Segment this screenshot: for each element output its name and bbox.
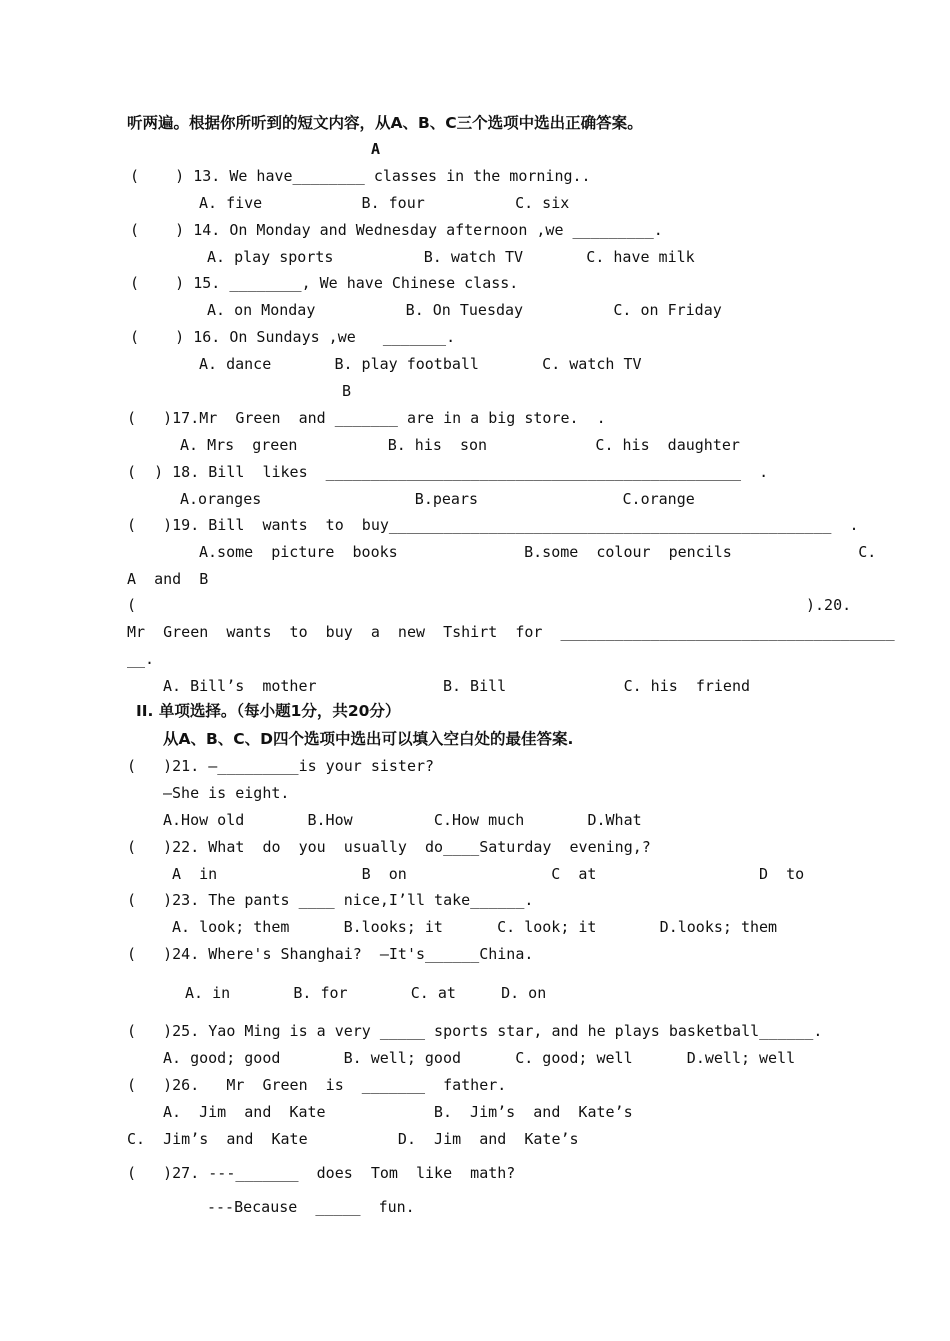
- question-16-options: A. dance B. play football C. watch TV: [199, 355, 642, 373]
- question-23-options: A. look; them B.looks; it C. look; it D.looks; them: [172, 918, 778, 936]
- question-24: ( )24. Where's Shanghai? —It's______China.: [127, 945, 534, 963]
- question-18: ( ) 18. Bill likes ______________________________________________ .: [127, 463, 769, 481]
- question-25-options: A. good; good B. well; good C. good; well D.well; well: [163, 1049, 796, 1067]
- question-15-options: A. on Monday B. On Tuesday C. on Friday: [207, 301, 722, 319]
- question-19-options-cont: A and B: [127, 570, 209, 588]
- question-15: ( ) 15. ________, We have Chinese class.: [130, 274, 519, 292]
- question-13-options: A. five B. four C. six: [199, 194, 570, 212]
- question-20-options: A. Bill’s mother B. Bill C. his friend: [163, 677, 750, 695]
- question-24-options: A. in B. for C. at D. on: [185, 984, 547, 1002]
- question-22-options: A in B on C at D to: [172, 865, 805, 883]
- question-21: ( )21. —_________is your sister?: [127, 757, 435, 775]
- question-26: ( )26. Mr Green is _______ father.: [127, 1076, 507, 1094]
- question-21-options: A.How old B.How C.How much D.What: [163, 811, 642, 829]
- question-20-paren: (: [127, 596, 137, 614]
- question-20-number: ).20.: [806, 596, 852, 614]
- question-17: ( )17.Mr Green and _______ are in a big store. .: [127, 409, 606, 427]
- section-2-title: II. 单项选择。（每小题1分，共20分）: [136, 702, 401, 720]
- question-22: ( )22. What do you usually do____Saturday evening,?: [127, 838, 651, 856]
- part-a-label: A: [371, 140, 381, 158]
- part-b-label: B: [342, 382, 352, 400]
- question-20-blank-cont: __.: [127, 650, 155, 668]
- question-13: ( ) 13. We have________ classes in the morning..: [130, 167, 591, 185]
- question-26-options: A. Jim and Kate B. Jim’s and Kate’s: [163, 1103, 633, 1121]
- question-17-options: A. Mrs green B. his son C. his daughter: [180, 436, 740, 454]
- question-18-options: A.oranges B.pears C.orange: [180, 490, 695, 508]
- question-19-options: A.some picture books B.some colour pencils C.: [199, 543, 877, 561]
- listening-instruction: 听两遍。根据你所听到的短文内容，从A、B、C三个选项中选出正确答案。: [127, 114, 643, 132]
- question-21-answer: —She is eight.: [163, 784, 290, 802]
- section-2-instruction: 从A、B、C、D四个选项中选出可以填入空白处的最佳答案.: [163, 730, 574, 748]
- question-23: ( )23. The pants ____ nice,I’ll take______.: [127, 891, 534, 909]
- question-26-options-cont: C. Jim’s and Kate D. Jim and Kate’s: [127, 1130, 579, 1148]
- question-20: Mr Green wants to buy a new Tshirt for _____________________________________: [127, 623, 895, 641]
- question-14: ( ) 14. On Monday and Wednesday afternoon ,we _________.: [130, 221, 663, 239]
- question-14-options: A. play sports B. watch TV C. have milk: [207, 248, 695, 266]
- question-27-answer: ---Because _____ fun.: [207, 1198, 415, 1216]
- question-16: ( ) 16. On Sundays ,we _______.: [130, 328, 456, 346]
- question-19: ( )19. Bill wants to buy_________________________________________________ .: [127, 516, 859, 534]
- question-25: ( )25. Yao Ming is a very _____ sports star, and he plays basketball______.: [127, 1022, 823, 1040]
- question-27: ( )27. ---_______ does Tom like math?: [127, 1164, 516, 1182]
